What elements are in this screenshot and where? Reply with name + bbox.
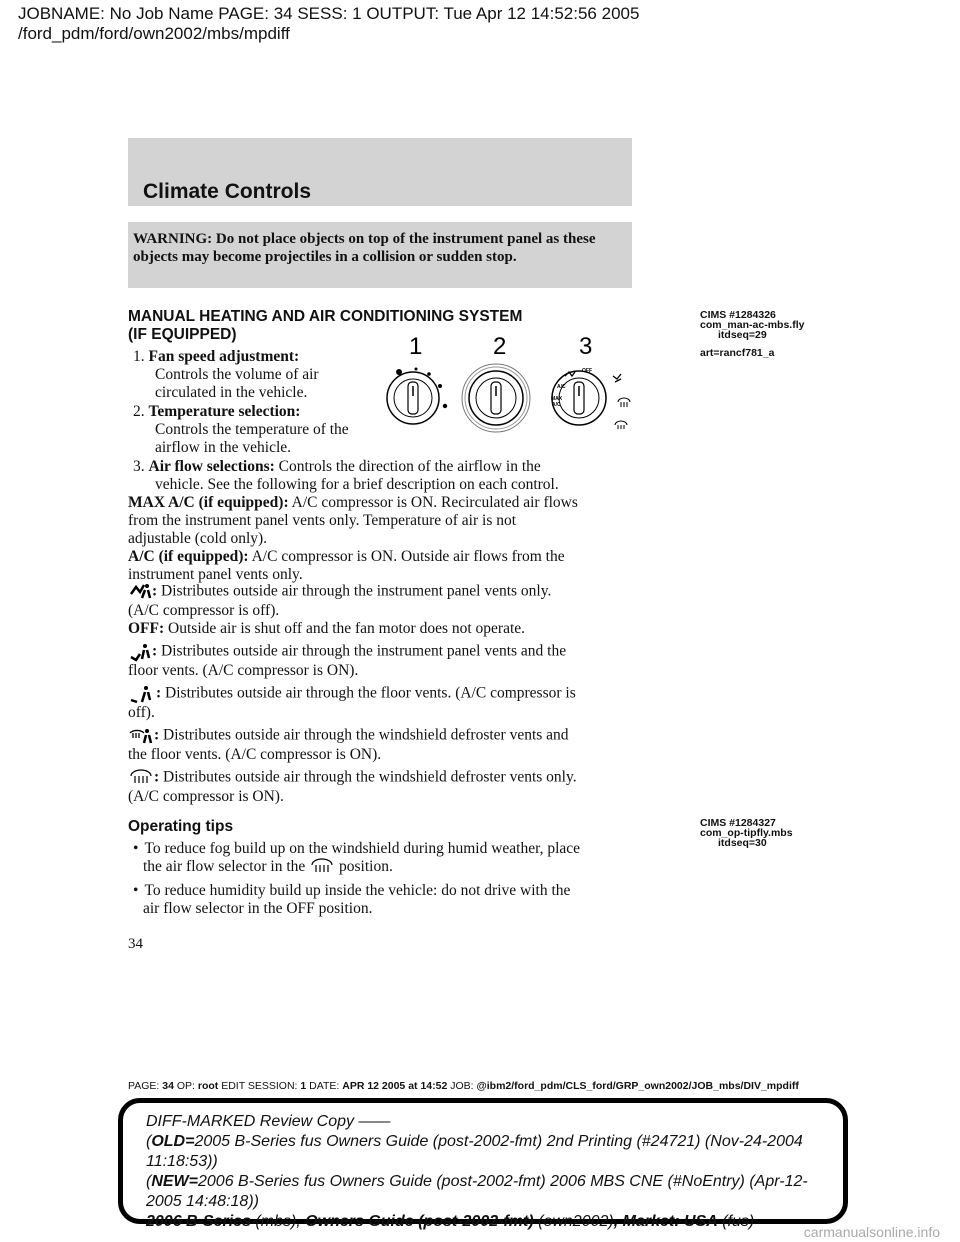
cims-seq: itdseq=29 [718, 329, 767, 341]
mode-text: from the instrument panel vents only. Temperature of air is not [128, 512, 517, 529]
footer-value: root [197, 1080, 219, 1092]
cims-id: CIMS #1284327 [700, 817, 776, 829]
cims-block-2 [700, 818, 793, 848]
mode-text: the floor vents. (A/C compressor is ON). [128, 746, 382, 763]
footer-value: 34 [162, 1080, 174, 1092]
mode-floor: : Distributes outside air through the floor vents. (A/C compressor is off). [128, 684, 688, 722]
review-new-label: NEW= [151, 1173, 198, 1190]
item-text: airflow in the vehicle. [155, 439, 292, 456]
defrost-icon [128, 768, 154, 788]
item-number: 2. [133, 403, 145, 420]
climate-dials-figure [385, 332, 643, 442]
airflow-dial[interactable] [551, 368, 630, 429]
dial-label-ac: A/C [557, 384, 566, 390]
tip-text: To reduce humidity build up inside the vehicle: do not drive with the [144, 882, 571, 899]
callout-1: 1 [409, 333, 423, 360]
review-market: USA [683, 1213, 718, 1230]
watermark: carmanualsonline.info [803, 1224, 940, 1240]
mode-mix: : Distributes outside air through the windshield defroster vents and the floor vents. (A/C compressor is ON). [128, 726, 688, 764]
review-guide: Owners Guide (post-2002-fmt) [305, 1213, 534, 1230]
mode-text: Distributes outside air through the instrument panel vents only. [161, 582, 552, 600]
footer-value: @ibm2/ford_pdm/CLS_ford/GRP_own2002/JOB_mbs/DIV_mpdiff [476, 1080, 799, 1092]
mode-text: (A/C compressor is off). [128, 602, 280, 619]
mode-text: A/C compressor is ON. Outside air flows from the [251, 548, 565, 565]
cims-seq: itdseq=30 [718, 837, 767, 849]
fan-speed-dial[interactable] [387, 368, 447, 425]
page-number: 34 [128, 936, 143, 952]
item-title: Air flow selections: [148, 458, 275, 475]
mode-defrost: : Distributes outside air through the windshield defroster vents only. (A/C compressor is ON). [128, 768, 708, 806]
tip-humidity: • To reduce humidity build up inside the vehicle: do not drive with the air flow selector in the OFF position. [133, 882, 693, 918]
defrost-icon [309, 858, 335, 876]
cims-art: art=rancf781_a [700, 347, 775, 359]
dial-label-max: MAX [551, 396, 563, 402]
review-text: DIFF-MARKED Review Copy —— (OLD=2005 B-Series fus Owners Guide (post-2002-fmt) 2nd Printing (#24721) (Nov-24-2004 11:18:53)) (NEW=2006 B-Series fus Owners Guide (post-2002-fmt) 2006 MBS CNE (#NoEntry) (Apr-12-2005 14:48:18)) 2006 B-Series (mbs), Owners Guide (post-2002-fmt) (own2002), Market: USA (fus) [146, 1112, 836, 1232]
mode-text: instrument panel vents only. [128, 566, 303, 583]
dial-label-max-ac: A/C [552, 402, 561, 408]
mode-ac [128, 548, 688, 584]
review-market-label: , Market: [613, 1213, 684, 1230]
defrost-floor-icon [128, 726, 154, 746]
system-heading-sub: (IF EQUIPPED) [128, 326, 237, 343]
mode-panel: : Distributes outside air through the instrument panel vents only. (A/C compressor is off). [128, 582, 688, 620]
callout-3: 3 [579, 333, 593, 360]
review-old-text: 2005 B-Series fus Owners Guide (post-2002-fmt) 2nd Printing (#24721) (Nov-24-2004 11:18:53)) [146, 1133, 803, 1170]
mode-text: Distributes outside air through the instrument panel vents and the [161, 642, 567, 660]
item-title: Temperature selection: [148, 403, 301, 420]
list-item-fan-speed [133, 348, 383, 402]
mode-label: MAX A/C (if equipped): [128, 494, 289, 511]
footer-value: APR 12 2005 at 14:52 [342, 1080, 448, 1092]
item-text: circulated in the vehicle. [155, 384, 308, 401]
tip-text: To reduce fog build up on the windshield during humid weather, place [144, 840, 581, 857]
review-new-text: 2006 B-Series fus Owners Guide (post-2002-fmt) 2006 MBS CNE (#NoEntry) (Apr-12-2005 14:48:18)) [146, 1173, 808, 1210]
item-text: vehicle. See the following for a brief description on each control. [155, 476, 559, 493]
mode-text: Distributes outside air through the windshield defroster vents only. [163, 768, 577, 786]
job-header-line2: /ford_pdm/ford/own2002/mbs/mpdiff [18, 24, 290, 43]
cims-id: CIMS #1284326 [700, 309, 776, 321]
dial-label-off: OFF [582, 368, 592, 374]
item-text: Controls the direction of the airflow in the [278, 458, 541, 475]
item-text: Controls the volume of air [155, 366, 319, 383]
tip-text: the air flow selector in the [143, 858, 306, 875]
job-header-line1: JOBNAME: No Job Name PAGE: 34 SESS: 1 OUTPUT: Tue Apr 12 14:52:56 2005 [18, 4, 640, 23]
cims-block-1 [700, 310, 804, 358]
mode-text: Outside air is shut off and the fan motor does not operate. [168, 620, 526, 637]
list-item-temperature [133, 403, 383, 457]
job-header [18, 4, 639, 44]
review-line: DIFF-MARKED Review Copy —— [146, 1113, 391, 1130]
callout-2: 2 [493, 333, 507, 360]
footer-meta [128, 1080, 799, 1092]
footer-label: OP: [176, 1080, 195, 1092]
review-meta: (own2002) [533, 1213, 614, 1230]
review-meta: (fus) [717, 1213, 755, 1230]
mode-max-ac [128, 494, 688, 548]
mode-bilevel: : Distributes outside air through the instrument panel vents and the floor vents. (A/C compressor is ON). [128, 642, 688, 680]
tip-text: air flow selector in the OFF position. [143, 900, 373, 917]
operating-tips-heading: Operating tips [128, 818, 234, 835]
mode-text: off). [128, 704, 155, 721]
mode-text: adjustable (cold only). [128, 530, 268, 547]
footer-label: DATE: [309, 1080, 340, 1092]
cims-file: com_op-tipfly.mbs [700, 827, 793, 839]
item-title: Fan speed adjustment: [148, 348, 300, 365]
item-number: 3. [133, 458, 145, 475]
mode-text: Distributes outside air through the windshield defroster vents and [163, 726, 569, 744]
footer-label: PAGE: [128, 1080, 160, 1092]
item-text: Controls the temperature of the [155, 421, 349, 438]
warning-text: WARNING: Do not place objects on top of the instrument panel as these objects may become projectiles in a collision or sudden stop. [133, 231, 596, 265]
review-series: 2006 B-Series [146, 1213, 251, 1230]
mode-text: A/C compressor is ON. Recirculated air flows [291, 494, 578, 511]
tip-fog: • To reduce fog build up on the windshield during humid weather, place the air flow selector in the position. [133, 840, 581, 875]
cims-file: com_man-ac-mbs.fly [700, 319, 805, 331]
mode-off [128, 620, 688, 638]
mode-text: Distributes outside air through the floor vents. (A/C compressor is [165, 684, 576, 702]
review-meta: (mbs), [250, 1213, 306, 1230]
mode-label: A/C (if equipped): [128, 548, 249, 565]
footer-label: EDIT SESSION: [221, 1080, 298, 1092]
defrost-mode-icon [615, 421, 627, 429]
section-title: Climate Controls [143, 180, 312, 203]
panel-vent-icon [128, 582, 152, 602]
tip-text: position. [339, 858, 393, 875]
fan-icon [396, 369, 402, 375]
footer-value: 1 [300, 1080, 307, 1092]
system-heading: MANUAL HEATING AND AIR CONDITIONING SYSTEM [128, 308, 523, 325]
item-number: 1. [133, 348, 145, 365]
review-old-label: OLD= [151, 1133, 195, 1150]
list-item-airflow [133, 458, 693, 494]
bilevel-vent-icon [128, 642, 152, 662]
floor-vent-icon [128, 684, 156, 704]
mode-label: OFF: [128, 620, 165, 637]
footer-label: JOB: [450, 1080, 474, 1092]
mix-mode-icon [618, 398, 630, 407]
mode-text: floor vents. (A/C compressor is ON). [128, 662, 359, 679]
floor-mode-icon [613, 374, 621, 382]
temperature-dial[interactable] [462, 364, 530, 432]
mode-text: (A/C compressor is ON). [128, 788, 284, 805]
